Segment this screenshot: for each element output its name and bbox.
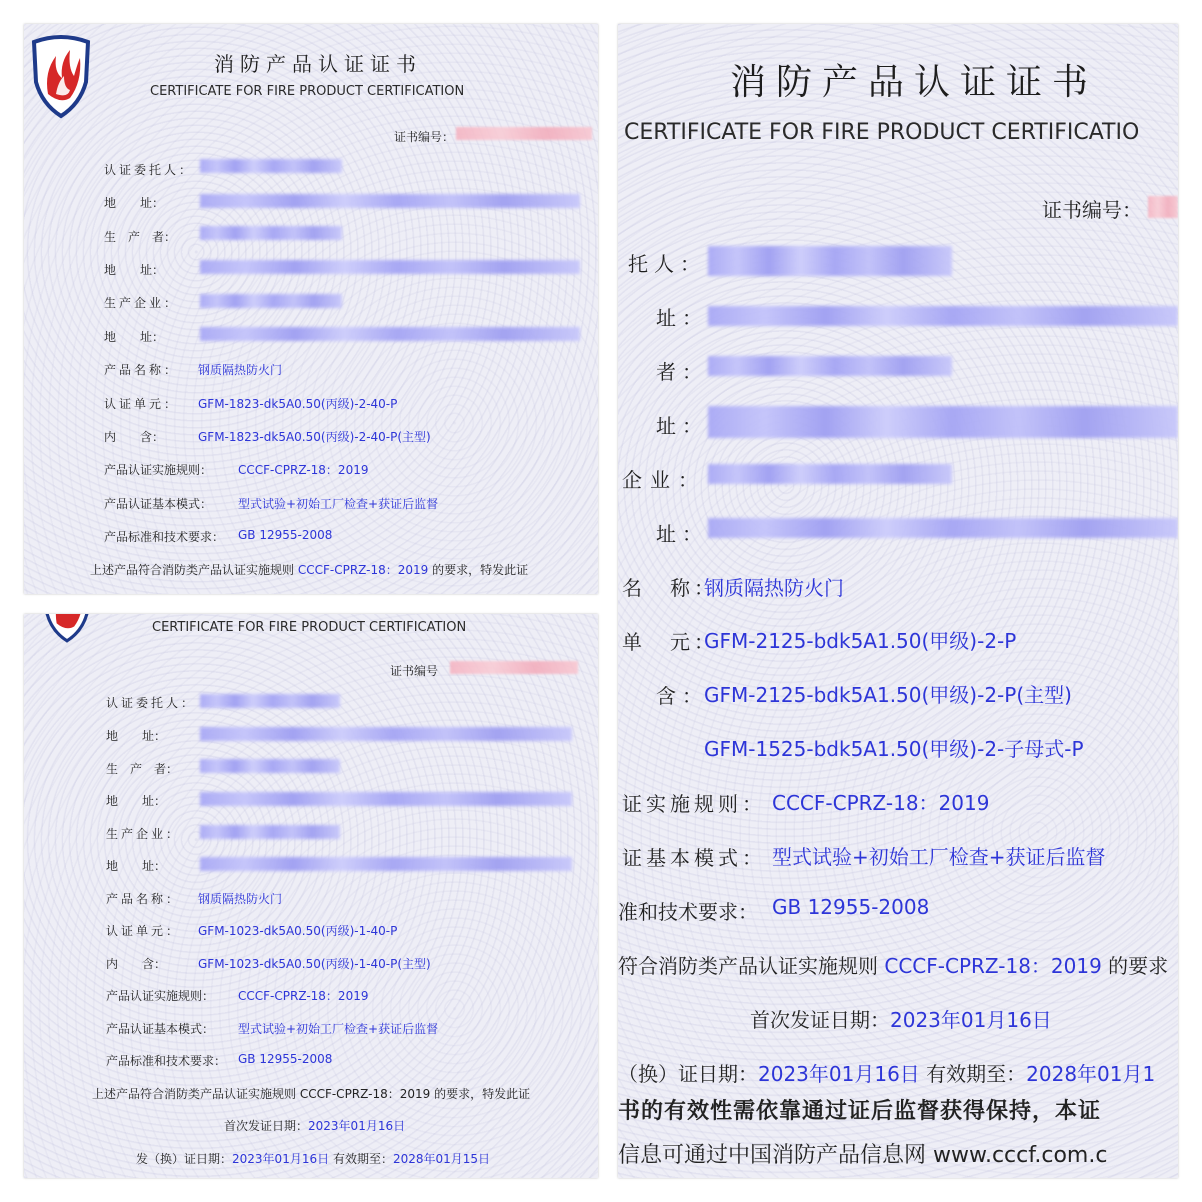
certificate-title: 消防产品认证证书: [214, 52, 422, 76]
address-1-redacted: [200, 194, 580, 208]
statement-prefix: 符合消防类产品认证实施规则: [618, 954, 878, 978]
validity-note: 书的有效性需依靠通过证后监督获得保持，本证: [618, 1099, 1102, 1124]
label-address-3: 地 址：: [106, 859, 167, 873]
reissue-date: 2023年01月16日: [758, 1062, 920, 1086]
value-content: GFM-1023-dk5A0.50(丙级)-1-40-P(主型): [198, 957, 431, 971]
value-unit: GFM-1823-dk5A0.50(丙级)-2-40-P: [198, 397, 398, 411]
value-mode: 型式试验+初始工厂检查+获证后监督: [238, 1022, 439, 1036]
statement-suffix: 的要求: [1108, 954, 1169, 978]
factory-redacted: [708, 464, 952, 484]
certificate-title: 消防产品认证证书: [730, 62, 1099, 103]
label-mode: 产品认证基本模式：: [104, 497, 213, 511]
fire-shield-logo: [34, 614, 100, 644]
label-client: 认证委托人：: [104, 163, 195, 177]
label-content: 内 含：: [104, 430, 165, 444]
label-address-2: 地 址：: [106, 794, 167, 808]
first-issue-date: 2023年01月16日: [308, 1119, 406, 1133]
label-unit: 单 元：: [622, 630, 718, 654]
value-standard: GB 12955-2008: [238, 528, 333, 542]
maker-redacted: [708, 356, 952, 376]
statement-suffix: 的要求，特发此证: [432, 563, 529, 577]
valid-label: 有效期至：: [926, 1062, 1027, 1086]
statement: [618, 950, 1168, 979]
certificate-subtitle: CERTIFICATE FOR FIRE PRODUCT CERTIFICATION: [150, 84, 465, 99]
certificate-subtitle: CERTIFICATE FOR FIRE PRODUCT CERTIFICATIO: [624, 120, 1140, 145]
cert-number-redacted: [450, 661, 578, 674]
value-rule: CCCF-CPRZ-18：2019: [772, 791, 990, 815]
label-maker: 生 产 者：: [104, 230, 177, 244]
client-redacted: [708, 246, 952, 276]
value-content-1: GFM-2125-bdk5A1.50(甲级)-2-P(主型): [704, 683, 1072, 707]
label-address-2: 址：: [656, 414, 708, 438]
label-mode: 产品认证基本模式：: [106, 1022, 215, 1036]
reissue-line: [136, 1150, 490, 1167]
factory-redacted: [200, 825, 340, 839]
label-address-1: 地 址：: [104, 196, 165, 210]
label-standard: 产品标准和技术要求：: [106, 1054, 227, 1068]
certificate-right-zoomed: [618, 24, 1178, 1178]
cert-number-redacted: [1148, 196, 1178, 218]
label-rule: 产品认证实施规则：: [106, 989, 215, 1003]
first-issue-date: 2023年01月16日: [890, 1008, 1052, 1032]
maker-redacted: [200, 759, 340, 773]
fire-shield-logo: [28, 32, 94, 120]
label-product: 产品名称：: [106, 892, 182, 906]
value-standard: GB 12955-2008: [238, 1052, 333, 1066]
reissue-date: 2023年01月16日: [232, 1152, 330, 1166]
valid-date: 2028年01月15日: [392, 1152, 491, 1166]
label-rule: 证实施规则：: [622, 792, 766, 816]
reissue-label: 发（换）证日期：: [136, 1152, 233, 1166]
cert-number-redacted: [456, 127, 592, 140]
info-note: 信息可通过中国消防产品信息网 www.cccf.com.c: [618, 1143, 1108, 1168]
label-unit: 认证单元：: [106, 924, 182, 938]
valid-date: 2028年01月1: [1026, 1062, 1156, 1086]
label-address-3: 地 址：: [104, 330, 165, 344]
reissue-line: [618, 1058, 1155, 1087]
label-address-1: 址：: [656, 306, 708, 330]
label-factory: 生产企业：: [106, 827, 182, 841]
label-content: 含：: [656, 684, 708, 708]
first-issue-line: [750, 1004, 1052, 1033]
address-2-redacted: [708, 406, 1178, 438]
client-redacted: [200, 694, 340, 708]
label-content: 内 含：: [106, 957, 167, 971]
value-standard: GB 12955-2008: [772, 895, 930, 919]
label-standard: 产品标准和技术要求：: [104, 530, 225, 544]
label-factory: 生产企业：: [104, 296, 180, 310]
label-maker: 者：: [656, 360, 708, 384]
client-redacted: [200, 159, 342, 173]
statement-code: CCCF-CPRZ-18：2019: [884, 954, 1102, 978]
label-standard: 准和技术要求：: [618, 900, 758, 924]
address-2-redacted: [200, 260, 580, 274]
first-issue-line: [224, 1117, 405, 1134]
statement: [90, 561, 528, 578]
value-content-2: GFM-1525-bdk5A1.50(甲级)-2-子母式-P: [704, 737, 1084, 761]
label-product: 产品名称：: [104, 363, 180, 377]
value-product: 钢质隔热防火门: [198, 363, 283, 377]
certificate-subtitle: CERTIFICATE FOR FIRE PRODUCT CERTIFICATION: [152, 620, 467, 635]
statement: 上述产品符合消防类产品认证实施规则 CCCF-CPRZ-18：2019 的要求，特发此证: [92, 1087, 531, 1101]
reissue-label: （换）证日期：: [618, 1062, 758, 1086]
value-content: GFM-1823-dk5A0.50(丙级)-2-40-P(主型): [198, 430, 431, 444]
label-client: 托人：: [628, 252, 706, 276]
address-2-redacted: [200, 792, 572, 806]
cert-number-label: 证书编号: [390, 664, 439, 678]
value-product: 钢质隔热防火门: [198, 892, 283, 906]
address-3-redacted: [708, 518, 1178, 538]
label-client: 认证委托人：: [106, 696, 197, 710]
value-rule: CCCF-CPRZ-18：2019: [238, 463, 369, 477]
value-rule: CCCF-CPRZ-18：2019: [238, 989, 369, 1003]
certificate-bottom-left: [24, 614, 598, 1178]
address-1-redacted: [708, 306, 1178, 326]
label-product: 名 称：: [622, 576, 718, 600]
label-address-2: 地 址：: [104, 263, 165, 277]
factory-redacted: [200, 294, 342, 308]
cert-number-label: 证书编号：: [1042, 198, 1142, 222]
label-address-3: 址：: [656, 522, 708, 546]
statement-prefix: 上述产品符合消防类产品认证实施规则: [90, 563, 295, 577]
value-unit: GFM-2125-bdk5A1.50(甲级)-2-P: [704, 629, 1017, 653]
cert-number-label: 证书编号：: [394, 130, 455, 144]
value-mode: 型式试验+初始工厂检查+获证后监督: [238, 497, 439, 511]
value-product: 钢质隔热防火门: [704, 576, 844, 600]
label-mode: 证基本模式：: [622, 846, 766, 870]
label-maker: 生 产 者：: [106, 762, 179, 776]
label-unit: 认证单元：: [104, 397, 180, 411]
first-issue-label: 首次发证日期：: [750, 1008, 890, 1032]
first-issue-label: 首次发证日期：: [224, 1119, 309, 1133]
value-mode: 型式试验+初始工厂检查+获证后监督: [772, 845, 1106, 869]
maker-redacted: [200, 226, 342, 240]
address-3-redacted: [200, 327, 580, 341]
value-unit: GFM-1023-dk5A0.50(丙级)-1-40-P: [198, 924, 398, 938]
label-rule: 产品认证实施规则：: [104, 463, 213, 477]
statement-code: CCCF-CPRZ-18：2019: [297, 563, 429, 577]
certificate-top-left: [24, 24, 598, 594]
valid-label: 有效期至：: [332, 1152, 393, 1166]
address-3-redacted: [200, 857, 572, 871]
label-factory: 企业：: [622, 468, 706, 492]
address-1-redacted: [200, 727, 572, 741]
label-address-1: 地 址：: [106, 729, 167, 743]
